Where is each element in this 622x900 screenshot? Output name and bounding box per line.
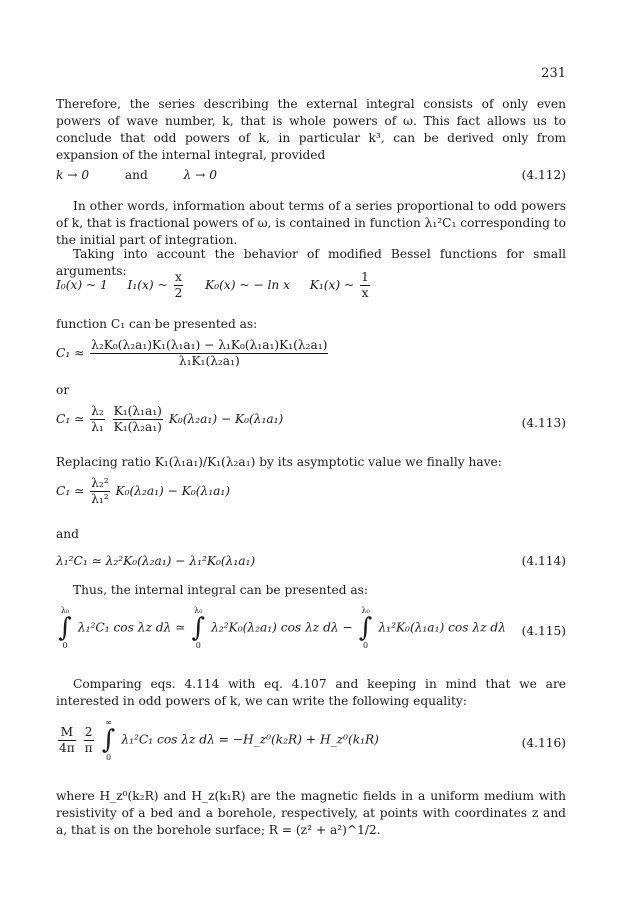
eq115-term-1: λ₁²C₁ cos λz dλ ≃: [77, 620, 186, 635]
eq113-rest: K₀(λ₂a₁) − K₀(λ₁a₁): [168, 412, 284, 426]
equation-number: (4.113): [521, 416, 566, 430]
bessel-k0: K₀(x) ~ − ln x: [205, 278, 291, 292]
bessel-k1-fraction: $\frac{1}{x}$: [361, 270, 369, 300]
c1-fraction: $\frac{\text{λ₂K₀(λ₂a₁)K₁(λ₁a₁) − λ₁K₀(λ₁a₁)K₁(λ₂a₁)}}{\text{λ₁K₁(λ₂a₁)}}$: [91, 338, 328, 368]
integral-sign: ∞ ∫ 0: [101, 718, 116, 762]
eq116-integrand: λ₁²C₁ cos λz dλ = −H_z⁰(k₂R) + H_z⁰(k₁R): [121, 732, 379, 747]
paragraph-10: where H_z⁰(k₂R) and H_z(k₁R) are the magnetic fields in a uniform medium with resistivity of a bed and a borehole, respectively, at points with coordinates z and a, that is on the borehole surface; R = (z² + a²)^1/2.: [56, 789, 566, 837]
eq116-fraction-2: $\frac{2}{\pi}$: [84, 724, 93, 755]
paragraph-5: or: [56, 383, 70, 397]
paragraph-2: In other words, information about terms of a series proportional to odd powers of k, that is fractional powers of ω, is contained in function λ₁²C₁ corresponding to the initial part of integration.: [56, 199, 566, 247]
paragraph-1: Therefore, the series describing the external integral consists of only even powers of wave number, k, that is whole powers of ω. This fact allows us to conclude that odd powers of k, in particular k³, can be derived only from expansion of the internal integral, provided: [56, 97, 566, 162]
paragraph-3: Taking into account the behavior of modified Bessel functions for small arguments:: [56, 247, 566, 278]
eq114-text: λ₁²C₁ ≃ λ₂²K₀(λ₂a₁) − λ₁²K₀(λ₁a₁): [56, 554, 256, 568]
integral-sign: λ₀ ∫ 0: [58, 606, 72, 650]
eq116-fraction-m: $\frac{M}{4\pi}$: [59, 724, 75, 755]
eq115-term-2: λ₂²K₀(λ₂a₁) cos λz dλ −: [211, 620, 353, 635]
equation-4-114: [56, 554, 566, 572]
c1-lhs: C₁ ≈: [56, 346, 85, 360]
equation-number: (4.114): [521, 554, 566, 568]
bessel-i1: I₁(x) ~: [127, 278, 168, 292]
equation-number: (4.116): [521, 736, 566, 750]
equation-number: (4.112): [521, 168, 566, 182]
integral-sign: λ₀ ∫ 0: [358, 606, 373, 650]
eq112-right: λ → 0: [183, 168, 217, 182]
c1-final-lhs: C₁ ≃: [56, 484, 85, 498]
integral-sign: λ₀ ∫ 0: [191, 606, 206, 650]
bessel-k1: K₁(x) ~: [309, 278, 355, 292]
eq112-left: k → 0: [56, 168, 90, 182]
paragraph-4: function C₁ can be presented as:: [56, 317, 258, 331]
equation-4-116: [56, 718, 566, 774]
equation-4-112: [56, 168, 566, 186]
eq113-lhs: C₁ ≃: [56, 412, 85, 426]
eq115-term-3: λ₁²K₀(λ₁a₁) cos λz dλ: [378, 620, 506, 635]
c1-final-expression: [56, 476, 566, 514]
equation-4-115: [56, 606, 566, 662]
equation-number: (4.115): [521, 624, 566, 638]
c1-final-fraction: $\frac{\text{λ₂²}}{\text{λ₁²}}$: [91, 476, 109, 506]
bessel-i1-fraction: $\frac{x}{2}$: [174, 270, 183, 300]
paragraph-6: Replacing ratio K₁(λ₁a₁)/K₁(λ₂a₁) by its asymptotic value we finally have:: [56, 455, 502, 469]
bessel-i0: I₀(x) ~ 1: [56, 278, 108, 292]
page-number: 231: [541, 66, 566, 81]
paragraph-9: Comparing eqs. 4.114 with eq. 4.107 and keeping in mind that we are interested in odd powers of k, we can write the following equality:: [56, 677, 566, 708]
paragraph-8: Thus, the internal integral can be presented as:: [73, 583, 369, 597]
equation-4-113: [56, 404, 566, 442]
eq113-lambda-ratio: $\frac{\text{λ₂}}{\text{λ₁}}$: [91, 404, 104, 434]
bessel-asymptotics: [56, 270, 566, 308]
eq112-conjunction: and: [124, 168, 148, 182]
eq113-bessel-ratio: $\frac{\text{K₁(λ₁a₁)}}{\text{K₁(λ₂a₁)}}$: [113, 404, 162, 434]
paragraph-7: and: [56, 527, 79, 541]
c1-final-rest: K₀(λ₂a₁) − K₀(λ₁a₁): [115, 484, 231, 498]
c1-expression: [56, 338, 566, 376]
